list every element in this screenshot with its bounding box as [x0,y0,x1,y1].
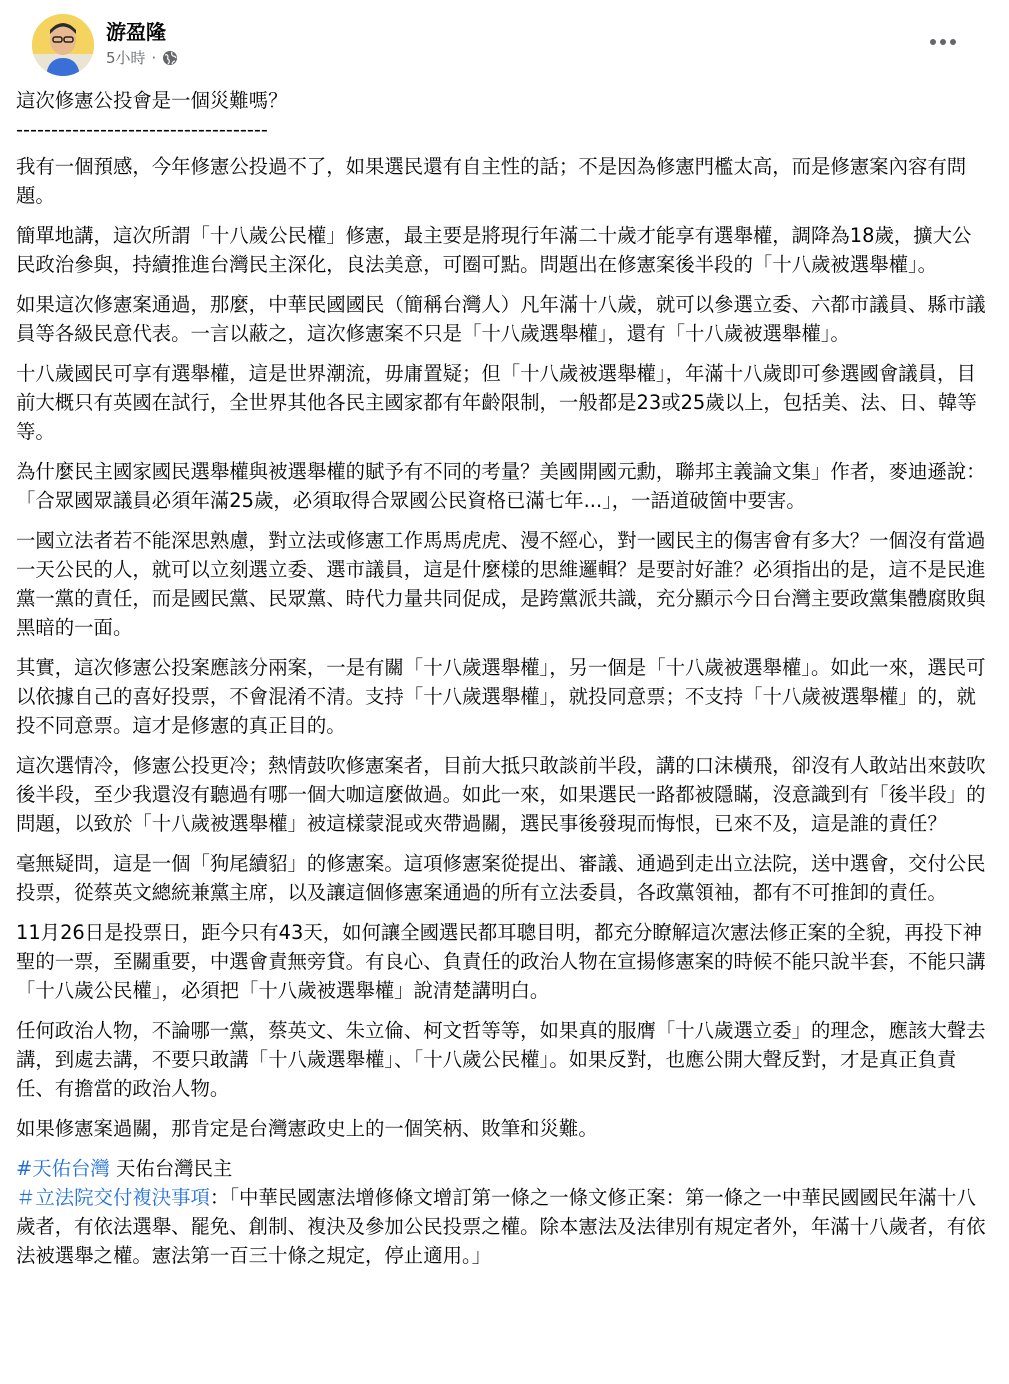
paragraph: 如果修憲案過關，那肯定是台灣憲政史上的一個笑柄、敗筆和災難。 [16,1117,598,1140]
more-options-button[interactable] [923,30,963,54]
avatar-image [32,14,94,76]
author-name[interactable]: 游盈隆 [106,20,166,44]
paragraph: 其實，這次修憲公投案應該分兩案，一是有關「十八歲選舉權」，另一個是「十八歲被選舉權」。如此一來，選民可以依據自己的喜好投票，不會混淆不清。支持「十八歲選舉權」，就投同意票；不支持「十八歲被選舉權」的，就投不同意票。這才是修憲的真正目的。 [16,656,986,737]
hashtag-suffix: 天佑台灣民主 [109,1157,233,1180]
hashtag-suffix: ：「中華民國憲法增修條文增訂第一條之一條文修正案：第一條之一中華民國國民年滿十八歲者，有依法選舉、罷免、創制、複決及參加公民投票之權。除本憲法及法律別有規定者外，年滿十八歲者，有依法被選舉之權。憲法第一百三十條之規定，停止適用。」 [16,1186,986,1267]
hashtag-link[interactable]: ＃立法院交付複決事項 [16,1186,210,1209]
paragraph: 11月26日是投票日，距今只有43天，如何讓全國選民都耳聰目明，都充分瞭解這次憲法修正案的全貌，再投下神聖的一票，至關重要，中選會責無旁貸。有良心、負責任的政治人物在宣揚修憲案的時候不能只說半套，不能只講「十八歲公民權」，必須把「十八歲被選舉權」說清楚講明白。 [16,921,986,1002]
paragraph: 為什麼民主國家國民選舉權與被選舉權的賦予有不同的考量？美國開國元勳，聯邦主義論文集」作者，麥迪遜說：「合眾國眾議員必須年滿25歲，必須取得合眾國公民資格已滿七年...」，一語道破箇中要害。 [16,460,986,512]
hashtag-link[interactable]: #天佑台灣 [16,1157,110,1180]
paragraph: 簡單地講，這次所謂「十八歲公民權」修憲，最主要是將現行年滿二十歲才能享有選舉權，調降為18歲，擴大公民政治參與，持續推進台灣民主深化，良法美意，可圈可點。問題出在修憲案後半段的「十八歲被選舉權」。 [16,224,972,276]
post-title: 這次修憲公投會是一個災難嗎？ [16,89,288,112]
hashtag-line [16,1183,989,1270]
post-meta [106,47,178,68]
meta-separator: · [151,48,157,67]
dot-icon [950,39,956,45]
dot-icon [940,39,946,45]
paragraph: 任何政治人物，不論哪一黨，蔡英文、朱立倫、柯文哲等等，如果真的服膺「十八歲選立委」的理念，應該大聲去講，到處去講，不要只敢講「十八歲選舉權」、「十八歲公民權」。如果反對，也應公開大聲反對，才是真正負責任、有擔當的政治人物。 [16,1019,986,1100]
post-time[interactable]: 5小時 [106,49,146,67]
post-header [16,0,993,86]
divider-line: ------------------------------------ [16,118,268,141]
paragraph: 一國立法者若不能深思熟慮，對立法或修憲工作馬馬虎虎、漫不經心，對一國民主的傷害會有多大？一個沒有當過一天公民的人，就可以立刻選立委、選市議員，這是什麼樣的思維邏輯？是要討好誰？必須指出的是，這不是民進黨一黨的責任，而是國民黨、民眾黨、時代力量共同促成，是跨黨派共識，充分顯示今日台灣主要政黨集體腐敗與黑暗的一面。 [16,529,986,639]
globe-icon [162,50,178,66]
post-body [16,86,989,1270]
paragraph: 如果這次修憲案通過，那麼，中華民國國民（簡稱台灣人）凡年滿十八歲，就可以參選立委、六都市議員、縣市議員等各級民意代表。一言以蔽之，這次修憲案不只是「十八歲選舉權」，還有「十八歲被選舉權」。 [16,293,986,345]
paragraph: 我有一個預感，今年修憲公投過不了，如果選民還有自主性的話；不是因為修憲門檻太高，而是修憲案內容有問題。 [16,155,967,207]
hashtag-line [16,1154,989,1183]
avatar[interactable] [32,14,94,76]
paragraph: 這次選情冷，修憲公投更冷；熱情鼓吹修憲案者，目前大抵只敢談前半段，講的口沫橫飛，卻沒有人敢站出來鼓吹後半段，至少我還沒有聽過有哪一個大咖這麼做過。如此一來，如果選民一路都被隱瞞，沒意識到有「後半段」的問題，以致於「十八歲被選舉權」被這樣蒙混或夾帶過關，選民事後發現而悔恨，已來不及，這是誰的責任？ [16,754,986,835]
dot-icon [930,39,936,45]
paragraph: 十八歲國民可享有選舉權，這是世界潮流，毋庸置疑；但「十八歲被選舉權」，年滿十八歲即可參選國會議員，目前大概只有英國在試行，全世界其他各民主國家都有年齡限制，一般都是23或25歲以上，包括美、法、日、韓等等。 [16,362,977,443]
paragraph: 毫無疑問，這是一個「狗尾續貂」的修憲案。這項修憲案從提出、審議、通過到走出立法院，送中選會，交付公民投票，從蔡英文總統兼黨主席，以及讓這個修憲案通過的所有立法委員，各政黨領袖，都有不可推卸的責任。 [16,852,986,904]
